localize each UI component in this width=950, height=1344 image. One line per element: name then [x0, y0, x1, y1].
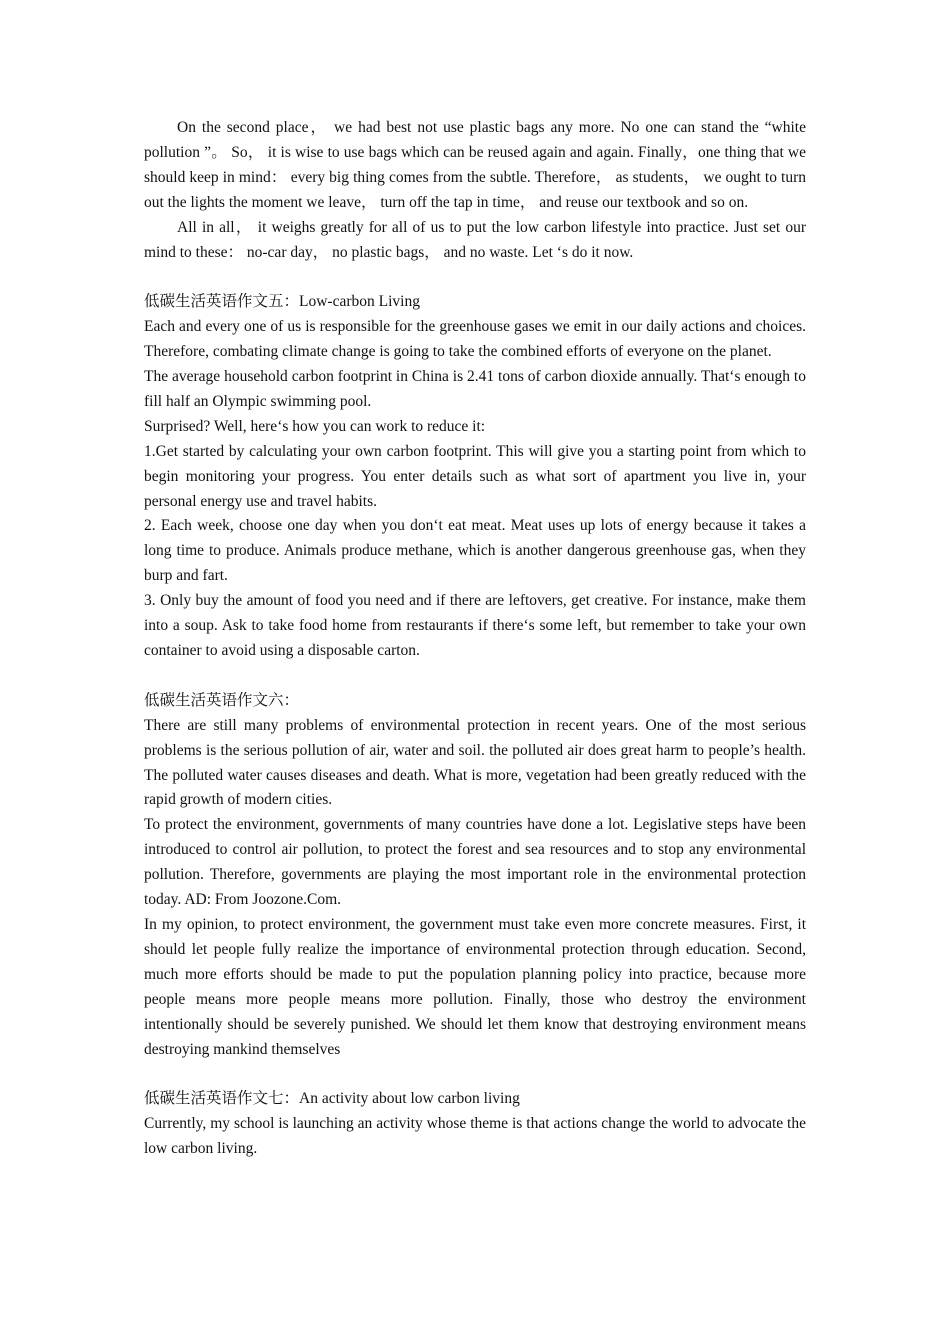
essay7-paragraph: Currently, my school is launching an activity whose theme is that actions change the world to advocate the low carbon living. — [144, 1115, 806, 1158]
essay5-paragraph: The average household carbon footprint in China is 2.41 tons of carbon dioxide annually. That‘s enough to fill half an Olympic swimming pool. — [144, 368, 806, 410]
essay7-heading: 低碳生活英语作文七：An activity about low carbon living — [144, 1090, 520, 1108]
paragraph-second-place: On the second place， we had best not use plastic bags any more. No one can stand the “white pollution ”。 So， it is wise to use bags which can be reused again and again. Finally，one thing that we should keep in mind： every big thing comes from the subtle. Therefore， as students， we ought to turn out the lights the moment we leave， turn off the tap in time， and reuse our textbook and so on. — [144, 119, 806, 211]
essay5-list-item: 3. Only buy the amount of food you need and if there are leftovers, get creative. For instance, make them into a soup. Ask to take food home from restaurants if there‘s some left, but remember to take your own container to avoid using a disposable carton. — [144, 592, 806, 660]
paragraph-all-in-all: All in all， it weighs greatly for all of us to put the low carbon lifestyle into practice. Just set our mind to these： no-car day， no plastic bags， and no waste. Let ‘s do it now. — [144, 218, 806, 261]
spacer — [144, 1062, 806, 1087]
spacer — [144, 265, 806, 290]
essay5-list-item: 2. Each week, choose one day when you don‘t eat meat. Meat uses up lots of energy because it takes a long time to produce. Animals produce methane, which is another dangerous greenhouse gas, when they burp and fart. — [144, 517, 806, 585]
essay6-paragraph: In my opinion, to protect environment, the government must take even more concrete measures. First, it should let people fully realize the importance of environmental protection through education. Second, much more efforts should be made to put the population planning policy into practice, because more people means more people means more pollution. Finally, those who destroy the environment intentionally should be severely punished. We should let them know that destroying environment means destroying mankind themselves — [144, 915, 806, 1058]
essay6-paragraph: To protect the environment, governments of many countries have done a lot. Legislative steps have been introduced to control air pollution, to protect the forest and sea resources and to stop any environmental pollution. Therefore, governments are playing the most important role in the environmental protection today. AD: From Joozone.Com. — [144, 816, 806, 909]
essay5-paragraph: Each and every one of us is responsible for the greenhouse gases we emit in our daily actions and choices. Therefore, combating climate change is going to take the combined efforts of everyone on the planet. — [144, 318, 806, 361]
essay5-heading: 低碳生活英语作文五：Low-carbon Living — [144, 293, 420, 311]
essay6-paragraph: There are still many problems of environmental protection in recent years. One of the most serious problems is the serious pollution of air, water and soil. the polluted air does great harm to people’s health. The polluted water causes diseases and death. What is more, vegetation had been greatly reduced with the rapid growth of modern cities. — [144, 716, 806, 809]
spacer — [144, 664, 806, 689]
essay5-paragraph: Surprised? Well, here‘s how you can work to reduce it: — [144, 417, 486, 435]
essay6-heading: 低碳生活英语作文六： — [144, 691, 300, 709]
essay5-list-item: 1.Get started by calculating your own carbon footprint. This will give you a starting point from which to begin monitoring your progress. You enter details such as what sort of apartment you live in, your personal energy use and travel habits. — [144, 442, 806, 510]
